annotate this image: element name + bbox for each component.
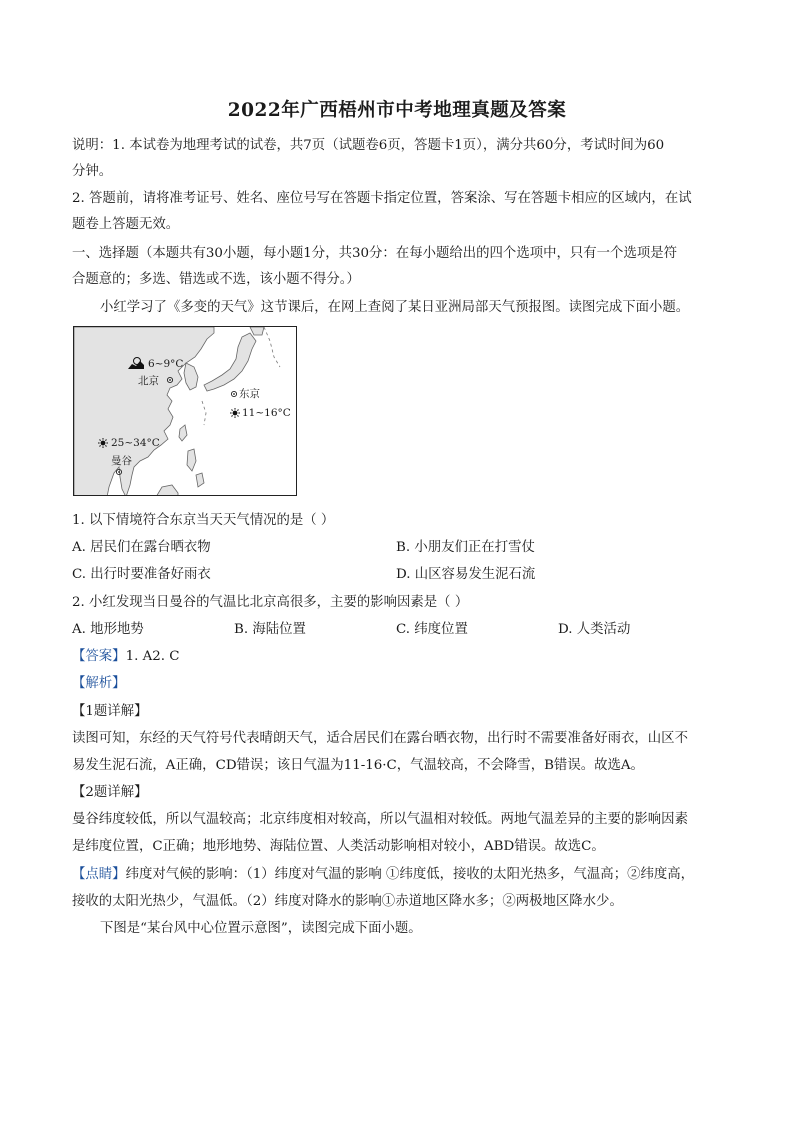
question-2-option-d: D. 人类活动: [558, 622, 631, 637]
detail-2-line: 曼谷纬度较低，所以气温较高；北京纬度相对较高，所以气温相对较低。两地气温差异的主要的影响因素: [72, 812, 688, 827]
philippines-shape: [187, 449, 196, 471]
question-1-stem: 1. 以下情境符合东京当天天气情况的是（ ）: [72, 513, 335, 528]
mainland-shape: [74, 327, 214, 496]
bangkok-temp-label: 25~34°C: [111, 437, 160, 449]
dashed-boundary: [264, 327, 280, 367]
tip-text: 纬度对气候的影响：（1）纬度对气温的影响 ①纬度低，接收的太阳光热多，气温高；②纬度高，: [125, 867, 695, 882]
question-intro-2: 下图是“某台风中心位置示意图”，读图完成下面小题。: [100, 921, 422, 936]
taiwan-shape: [179, 425, 187, 441]
question-1-option-b: B. 小朋友们正在打雪仗: [396, 540, 535, 555]
answer-label: 【答案】: [72, 649, 126, 664]
instruction-line: 分钟。: [72, 164, 113, 179]
section-line: 合题意的；多选、错选或不选，该小题不得分。）: [72, 272, 360, 287]
weather-map: [73, 326, 297, 496]
question-1-option-d: D. 山区容易发生泥石流: [396, 567, 536, 582]
question-2-stem: 2. 小红发现当日曼谷的气温比北京高很多，主要的影响因素是（ ）: [72, 595, 469, 610]
answer-line: [72, 648, 180, 666]
tip-label: 【点睛】: [72, 867, 126, 882]
island-shape: [196, 473, 204, 487]
beijing-label: 北京: [138, 375, 159, 387]
dashed-boundary: [202, 401, 206, 425]
answer-value: 1. A2. C: [125, 649, 180, 664]
question-1-option-a: A. 居民们在露台晒衣物: [72, 540, 211, 555]
question-2-option-a: A. 地形地势: [72, 622, 144, 637]
instruction-line: 2. 答题前，请将准考证号、姓名、座位号写在答题卡指定位置，答案涂、写在答题卡相应的区域内，在试: [72, 191, 692, 206]
analysis-label: 【解析】: [72, 676, 126, 691]
question-1-option-c: C. 出行时要准备好雨衣: [72, 567, 211, 582]
sunny-icon: [98, 438, 108, 448]
tip-line: [72, 866, 694, 884]
beijing-temp-label: 6~9°C: [148, 358, 184, 370]
detail-2-label: 【2题详解】: [72, 785, 148, 800]
tip-line-2: 接收的太阳光热少，气温低。（2）纬度对降水的影响①赤道地区降水多；②两极地区降水少。: [72, 894, 623, 909]
question-2-option-b: B. 海陆位置: [234, 622, 306, 637]
detail-2-line: 是纬度位置，C正确；地形地势、海陆位置、人类活动影响相对较小，ABD错误。故选C。: [72, 839, 605, 854]
japan-shape: [204, 333, 256, 391]
sunny-icon: [230, 408, 240, 418]
question-intro: 小红学习了《多变的天气》这节课后，在网上查阅了某日亚洲局部天气预报图。读图完成下面小题。: [100, 300, 690, 315]
korea-shape: [184, 363, 198, 390]
hokkaido-shape: [250, 327, 264, 335]
page-title: 2022年广西梧州市中考地理真题及答案: [227, 100, 567, 121]
tokyo-label: 东京: [239, 388, 260, 400]
detail-1-label: 【1题详解】: [72, 704, 148, 719]
tokyo-temp-label: 11~16°C: [242, 407, 291, 419]
section-line: 一、选择题（本题共有30小题，每小题1分，共30分：在每小题给出的四个选项中，只有一个选项是符: [72, 246, 678, 261]
instruction-line: 说明：1. 本试卷为地理考试的试卷，共7页（试题卷6页，答题卡1页），满分共60分，考试时间为60: [72, 138, 665, 153]
instruction-line: 题卷上答题无效。: [72, 217, 180, 232]
question-2-option-c: C. 纬度位置: [396, 622, 468, 637]
borneo-shape: [156, 485, 178, 496]
detail-1-line: 易发生泥石流，A正确，CD错误；该日气温为11-16·C，气温较高，不会降雪，B错误。故选A。: [72, 758, 644, 773]
bangkok-label: 曼谷: [111, 455, 132, 467]
detail-1-line: 读图可知，东经的天气符号代表晴朗天气，适合居民们在露台晒衣物，出行时不需要准备好雨衣，山区不: [72, 731, 688, 746]
